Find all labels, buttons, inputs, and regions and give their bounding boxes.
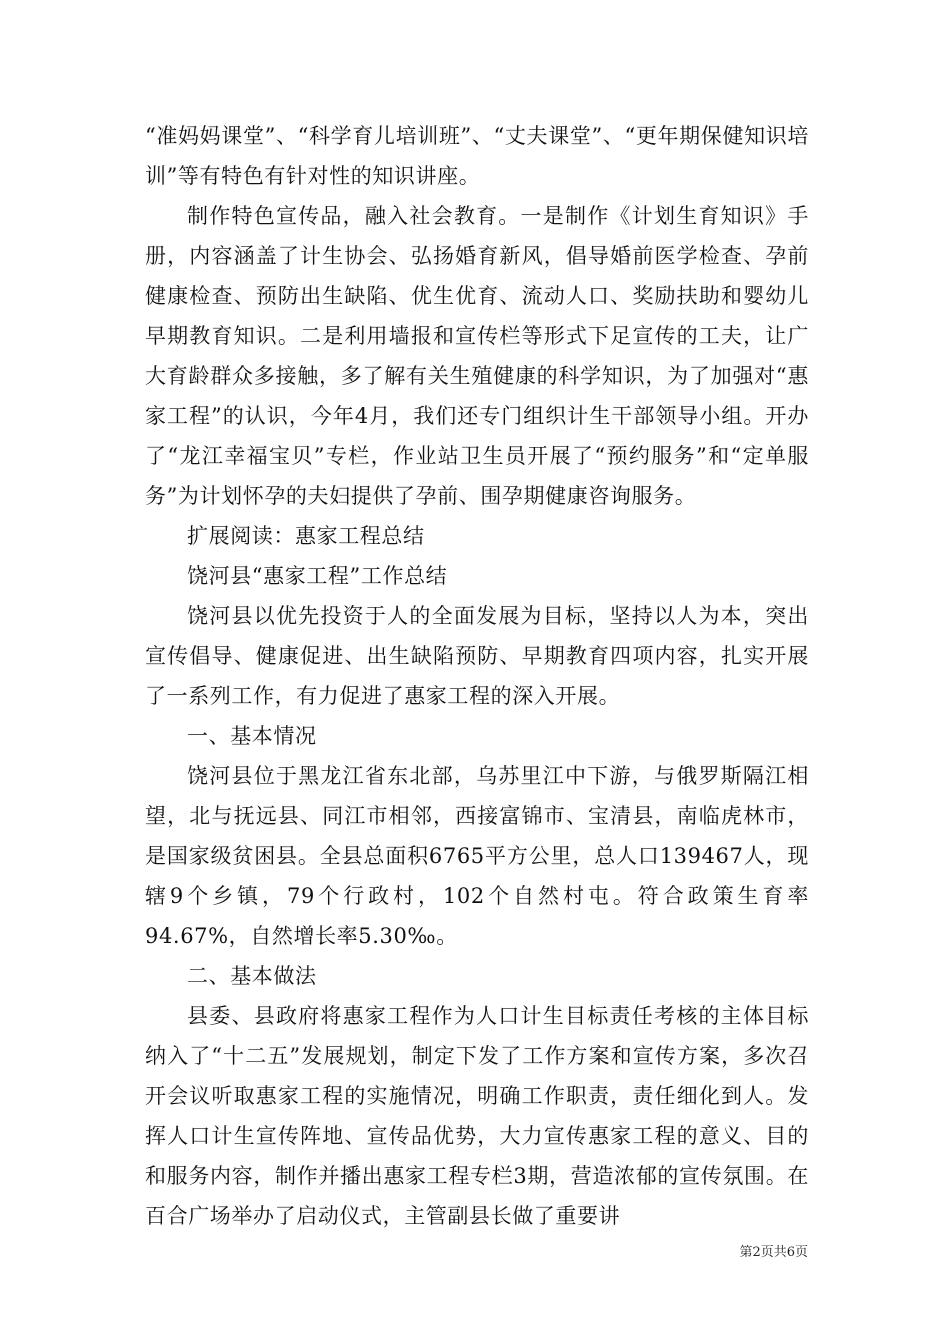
extended-reading-heading: 扩展阅读：惠家工程总结 [187,524,425,548]
paragraph-basic-practices: 县委、县政府将惠家工程作为人口计生目标责任考核的主体目标纳入了“十二五”发展规划，制定下发了工作方案和宣传方案，多次召开会议听取惠家工程的实施情况，明确工作职责，责任细化到人。发挥人口计生宣传阵地、宣传品优势，大力宣传惠家工程的意义、目的和服务内容，制作并播出惠家工程专栏3期，营造浓郁的宣传氛围。在百合广场举办了启动仪式，主管副县长做了重要讲 [145,1004,809,1228]
paragraph-continuation: “准妈妈课堂”、“科学育儿培训班”、“丈夫课堂”、“更年期保健知识培训”等有特色有针对性的知识讲座。 [145,124,809,188]
paragraph-intro: 饶河县以优先投资于人的全面发展为目标，坚持以人为本，突出宣传倡导、健康促进、出生缺陷预防、早期教育四项内容，扎实开展了一系列工作，有力促进了惠家工程的深入开展。 [145,604,809,708]
paragraph-basic-situation: 饶河县位于黑龙江省东北部，乌苏里江中下游，与俄罗斯隔江相望，北与抚远县、同江市相邻，西接富锦市、宝清县，南临虎林市，是国家级贫困县。全县总面积6765平方公里，总人口139467人，现辖9个乡镇，79个行政村，102个自然村屯。符合政策生育率94.67%，自然增长率5.30‰。 [145,764,809,948]
page-number: 第2页共6页 [739,1245,808,1260]
section-title: 饶河县“惠家工程”工作总结 [187,564,448,588]
paragraph-promotional-materials: 制作特色宣传品，融入社会教育。一是制作《计划生育知识》手册，内容涵盖了计生协会、弘扬婚育新风，倡导婚前医学检查、孕前健康检查、预防出生缺陷、优生优育、流动人口、奖励扶助和婴幼儿早期教育知识。二是利用墙报和宣传栏等形式下足宣传的工夫，让广大育龄群众多接触，多了解有关生殖健康的科学知识，为了加强对“惠家工程”的认识，今年4月，我们还专门组织计生干部领导小组。开办了“龙江幸福宝贝”专栏，作业站卫生员开展了“预约服务”和“定单服务”为计划怀孕的夫妇提供了孕前、围孕期健康咨询服务。 [145,204,809,508]
heading-basic-situation: 一、基本情况 [187,724,317,748]
document-body [145,116,809,1236]
heading-basic-practices: 二、基本做法 [187,964,317,988]
